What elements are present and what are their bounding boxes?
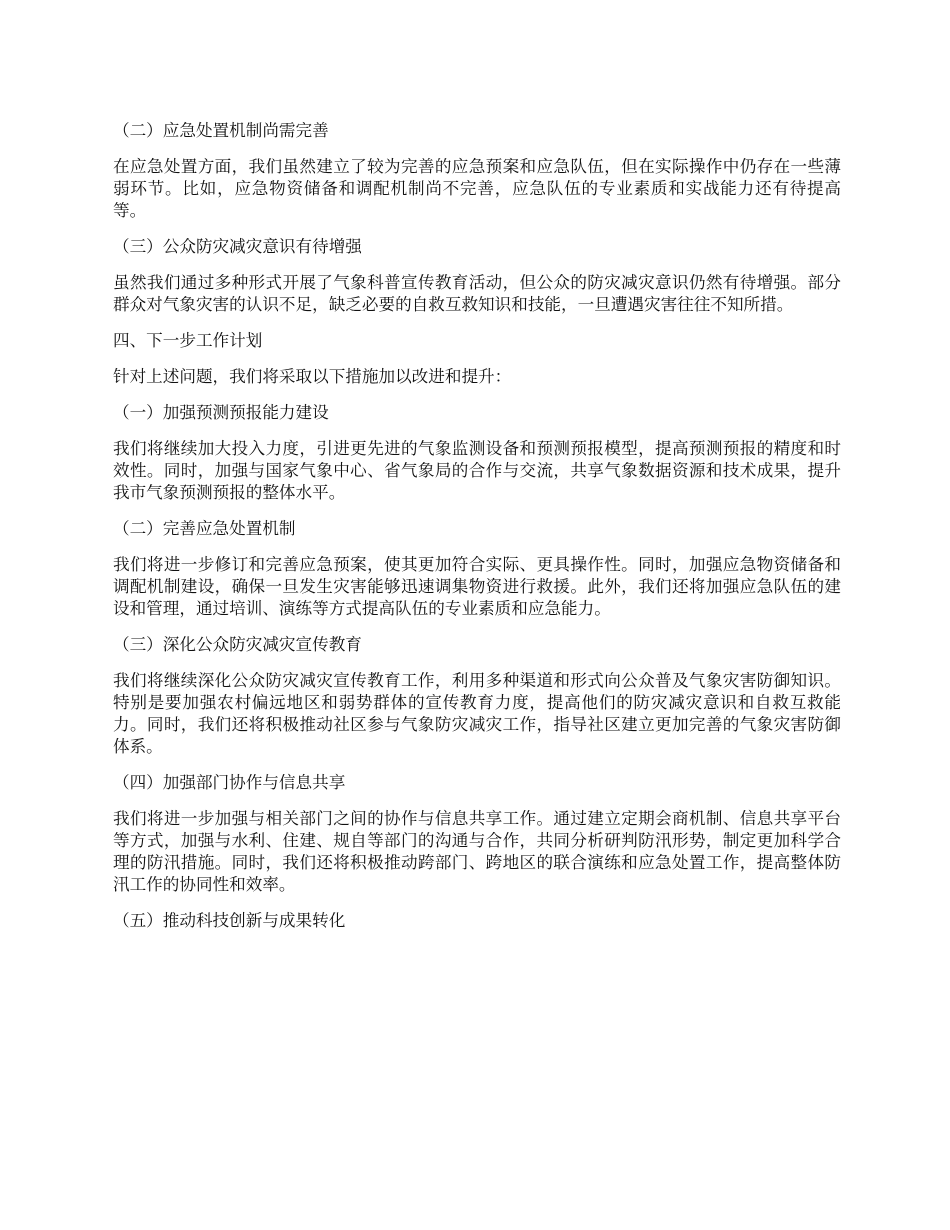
document-page [113, 120, 841, 946]
paragraph: 虽然我们通过多种形式开展了气象科普宣传教育活动，但公众的防灾减灾意识仍然有待增强。部分群众对气象灾害的认识不足，缺乏必要的自救互救知识和技能，一旦遭遇灾害往往不知所措。 [113, 273, 841, 314]
section-heading: （五）推动科技创新与成果转化 [113, 911, 346, 930]
section-heading: （二）应急处置机制尚需完善 [113, 121, 329, 140]
section-heading: （四）加强部门协作与信息共享 [113, 773, 346, 792]
chapter-heading: 四、下一步工作计划 [113, 331, 263, 350]
section-heading: （三）深化公众防灾减灾宣传教育 [113, 635, 362, 654]
paragraph: 我们将继续加大投入力度，引进更先进的气象监测设备和预测预报模型，提高预测预报的精度和时效性。同时，加强与国家气象中心、省气象局的合作与交流，共享气象数据资源和技术成果，提升我市气象预测预报的整体水平。 [113, 439, 841, 502]
paragraph: 针对上述问题，我们将采取以下措施加以改进和提升： [113, 367, 512, 386]
paragraph: 在应急处置方面，我们虽然建立了较为完善的应急预案和应急队伍，但在实际操作中仍存在一些薄弱环节。比如，应急物资储备和调配机制尚不完善，应急队伍的专业素质和实战能力还有待提高等。 [113, 157, 841, 220]
section-heading: （二）完善应急处置机制 [113, 519, 296, 538]
paragraph: 我们将进一步加强与相关部门之间的协作与信息共享工作。通过建立定期会商机制、信息共享平台等方式，加强与水利、住建、规自等部门的沟通与合作，共同分析研判防汛形势，制定更加科学合理的防汛措施。同时，我们还将积极推动跨部门、跨地区的联合演练和应急处置工作，提高整体防汛工作的协同性和效率。 [113, 809, 841, 894]
section-heading: （一）加强预测预报能力建设 [113, 403, 329, 422]
paragraph: 我们将进一步修订和完善应急预案，使其更加符合实际、更具操作性。同时，加强应急物资储备和调配机制建设，确保一旦发生灾害能够迅速调集物资进行救援。此外，我们还将加强应急队伍的建设和管理，通过培训、演练等方式提高队伍的专业素质和应急能力。 [113, 555, 841, 618]
section-heading: （三）公众防灾减灾意识有待增强 [113, 237, 362, 256]
paragraph: 我们将继续深化公众防灾减灾宣传教育工作，利用多种渠道和形式向公众普及气象灾害防御知识。特别是要加强农村偏远地区和弱势群体的宣传教育力度，提高他们的防灾减灾意识和自救互救能力。同时，我们还将积极推动社区参与气象防灾减灾工作，指导社区建立更加完善的气象灾害防御体系。 [113, 671, 841, 756]
